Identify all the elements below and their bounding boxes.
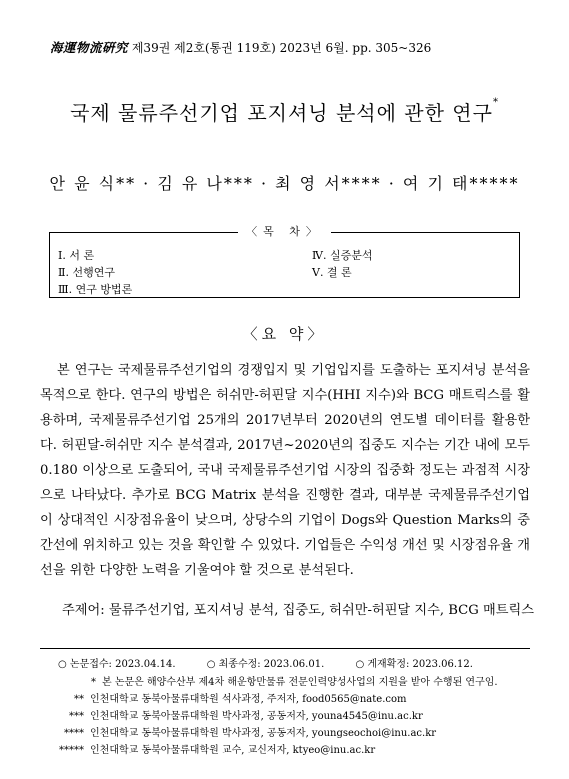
footnote-author-1	[50, 690, 407, 705]
footnote-author-2	[50, 707, 423, 722]
footnote-mark: ***	[69, 711, 84, 722]
author-list: 안 윤 식** · 김 유 나*** · 최 영 서**** · 여 기 태*****	[49, 174, 520, 193]
toc-heading	[50, 224, 519, 240]
footnote-mark: ****	[64, 728, 84, 739]
journal-logo: 海運物流硏究	[50, 40, 129, 55]
date-received: ○ 논문접수: 2023.04.14.	[58, 659, 176, 670]
footnote-mark: **	[74, 694, 84, 705]
footnote-mark: *	[91, 677, 96, 688]
footnote-mark: *****	[59, 745, 84, 756]
abstract-paragraph: 본 연구는 국제물류주선기업의 경쟁입지 및 기업입지를 도출하는 포지셔닝 분석을 목적으로 한다. 연구의 방법은 허쉬만-허핀달 지수(HHI 지수)와 BCG 매트릭스를 활용하며, 국제물류주선기업 25개의 2017년부터 2020년의 연도별 데이터를 활용한다. 허핀달-허쉬만 지수 분석결과, 2017년~2020년의 집중도 지수는 기간 내에 모두 0.180 이상으로 도출되어, 국내 국제물류주선기업 시장의 집중화 정도는 과점적 시장으로 나타났다. 추가로 BCG Matrix 분석을 진행한 결과, 대부분 국제물류주선기업이 상대적인 시장점유율이 낮으며, 상당수의 기업이 Dogs와 Question Marks의 중간선에 위치하고 있는 것을 확인할 수 있었다. 기업들은 수익성 개선 및 시장점유율 개선을 위한 다양한 노력을 기울여야 할 것으로 분석된다.	[40, 363, 530, 578]
toc-item-conclusion: Ⅴ. 결 론	[312, 266, 352, 279]
paper-title-text: 국제 물류주선기업 포지셔닝 분석에 관한 연구	[70, 101, 493, 125]
footnote-author-4	[50, 741, 375, 756]
title-footnote-mark: *	[492, 97, 499, 108]
abstract-heading: 〈요 약〉	[242, 325, 327, 343]
date-revised: ○ 최종수정: 2023.06.01.	[206, 659, 325, 670]
abstract-body	[40, 358, 530, 583]
footnote-author-3	[50, 724, 436, 739]
footnote-text: 본 논문은 해양수산부 제4차 해운항만물류 전문인력양성사업의 지원을 받아 수행된 연구임.	[102, 677, 498, 688]
toc-item-methodology: Ⅲ. 연구 방법론	[58, 283, 133, 296]
date-accepted: ○ 게재확정: 2023.06.12.	[355, 659, 473, 670]
paper-title	[0, 97, 569, 126]
footnote-text: 인천대학교 동북아물류대학원 박사과정, 공동저자, youna4545@inu.ac.kr	[90, 711, 423, 722]
submission-dates	[58, 655, 538, 670]
toc-item-introduction: Ⅰ. 서 론	[58, 249, 95, 262]
footnote-funding	[50, 673, 498, 688]
journal-header	[50, 38, 431, 56]
toc-item-empirical-analysis: Ⅳ. 실증분석	[312, 249, 373, 262]
footnote-text: 인천대학교 동북아물류대학원 석사과정, 주저자, food0565@nate.com	[90, 694, 407, 705]
journal-citation: 제39권 제2호(통권 119호) 2023년 6월. pp. 305~326	[131, 41, 432, 55]
toc-heading-text: 〈목 차〉	[238, 225, 331, 238]
footnote-text: 인천대학교 동북아물류대학원 교수, 교신저자, ktyeo@inu.ac.kr	[90, 745, 376, 756]
toc-item-literature-review: Ⅱ. 선행연구	[58, 266, 115, 279]
keywords: 주제어: 물류주선기업, 포지셔닝 분석, 집중도, 허쉬만-허핀달 지수, BCG 매트릭스	[62, 603, 534, 618]
table-of-contents	[49, 225, 520, 298]
footnote-text: 인천대학교 동북아물류대학원 박사과정, 공동저자, youngseochoi@inu.ac.kr	[90, 728, 437, 739]
footnote-divider	[40, 648, 530, 649]
